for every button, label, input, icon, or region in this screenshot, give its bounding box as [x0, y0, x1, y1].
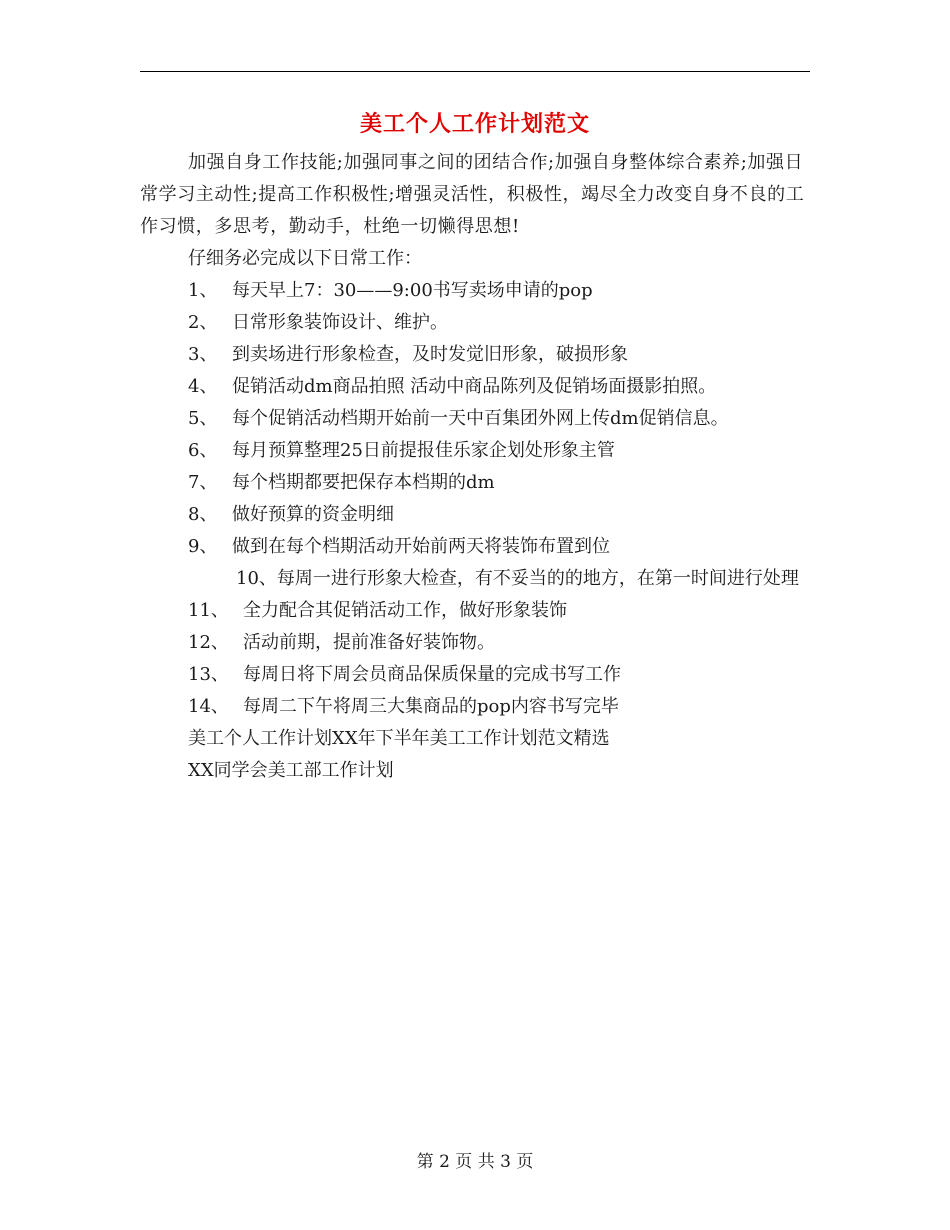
list-item-number: 8、: [188, 504, 218, 525]
list-item-text: 日常形象装饰设计、维护。: [232, 312, 448, 333]
list-item-text: 每周一进行形象大检查，有不妥当的的地方，在第一时间进行处理: [276, 568, 799, 589]
list-item-number: 7、: [188, 472, 218, 493]
list-item-number: 14、: [188, 696, 229, 717]
list-item-text: 每天早上7：30——9:00书写卖场申请的pop: [232, 280, 593, 301]
list-item: [140, 339, 810, 371]
list-item: [140, 467, 810, 499]
list-item-number: 3、: [188, 344, 218, 365]
page-number: 第 2 页 共 3 页: [416, 1152, 534, 1172]
list-item-text: 每个促销活动档期开始前一天中百集团外网上传dm促销信息。: [232, 408, 729, 429]
intro-paragraph: 加强自身工作技能;加强同事之间的团结合作;加强自身整体综合素养;加强日常学习主动性;提高工作积极性;增强灵活性，积极性，竭尽全力改变自身不良的工作习惯，多思考，勤动手，杜绝一切懒得思想!: [140, 152, 805, 237]
lead-paragraph: 仔细务必完成以下日常工作：: [188, 248, 422, 269]
list-item-number: 13、: [188, 664, 229, 685]
document-title: 美工个人工作计划范文: [359, 111, 590, 137]
list-item: [140, 659, 810, 691]
list-item-number: 12、: [188, 632, 229, 653]
list-item-text: 每周二下午将周三大集商品的pop内容书写完毕: [243, 696, 619, 717]
related-article-link: XX同学会美工部工作计划: [188, 760, 394, 781]
list-item-text: 每月预算整理25日前提报佳乐家企划处形象主管: [232, 440, 615, 461]
related-article-link: 美工个人工作计划XX年下半年美工工作计划范文精选: [188, 728, 610, 749]
list-item: [140, 531, 810, 563]
list-item: [140, 627, 810, 659]
header-rule: [140, 71, 810, 72]
list-item-text: 全力配合其促销活动工作，做好形象装饰: [243, 600, 567, 621]
list-item: [140, 691, 810, 723]
list-item-number: 9、: [188, 536, 218, 557]
list-item-number: 11、: [188, 600, 229, 621]
list-item-text: 做好预算的资金明细: [232, 504, 394, 525]
list-item: [140, 563, 810, 595]
list-item: [140, 595, 810, 627]
list-item-number: 1、: [188, 280, 218, 301]
list-item-number: 10、: [236, 568, 277, 589]
list-item-text: 每周日将下周会员商品保质保量的完成书写工作: [243, 664, 621, 685]
list-item-text: 到卖场进行形象检查，及时发觉旧形象，破损形象: [232, 344, 628, 365]
list-item-text: 做到在每个档期活动开始前两天将装饰布置到位: [232, 536, 610, 557]
list-item: [140, 307, 810, 339]
list-item-number: 4、: [188, 376, 218, 397]
list-item: [140, 499, 810, 531]
list-item: [140, 275, 810, 307]
list-item: [140, 435, 810, 467]
list-item: [140, 403, 810, 435]
list-item: [140, 371, 810, 403]
list-item-number: 5、: [188, 408, 218, 429]
list-item-number: 2、: [188, 312, 218, 333]
list-item-text: 促销活动dm商品拍照 活动中商品陈列及促销场面摄影拍照。: [232, 376, 717, 397]
list-item-number: 6、: [188, 440, 218, 461]
document-body: [140, 147, 810, 787]
list-item-text: 每个档期都要把保存本档期的dm: [232, 472, 495, 493]
list-item-text: 活动前期，提前准备好装饰物。: [243, 632, 495, 653]
